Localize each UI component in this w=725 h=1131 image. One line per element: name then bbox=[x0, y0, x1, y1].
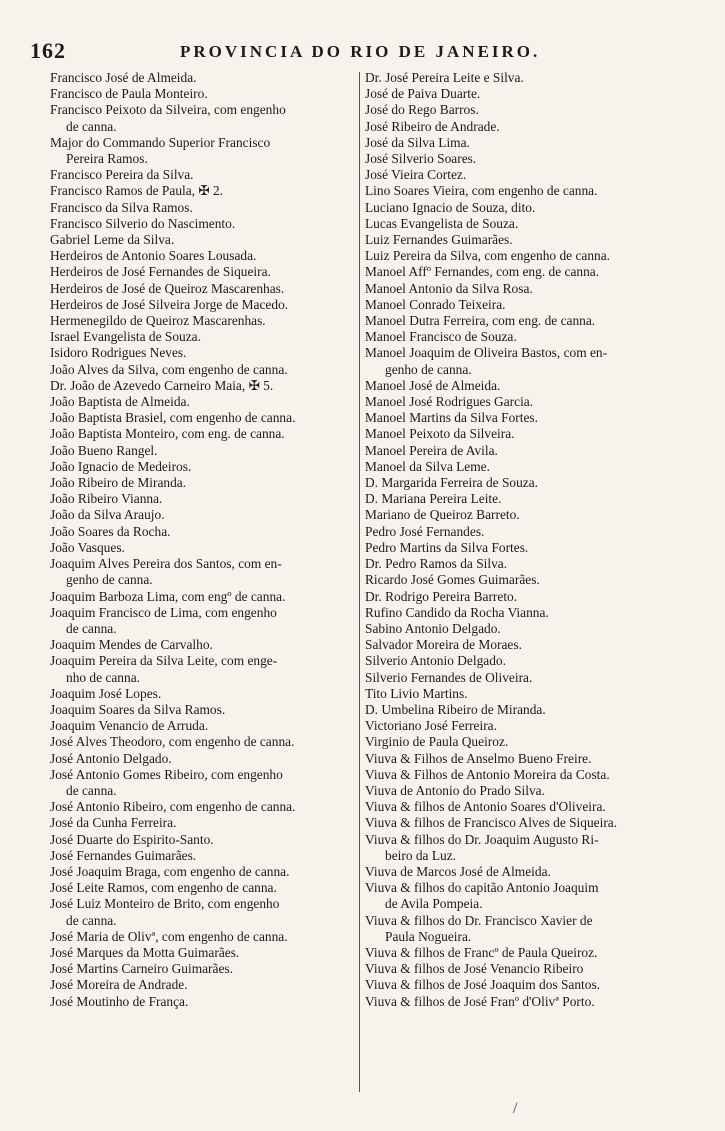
directory-entry bbox=[50, 313, 358, 329]
entry-continuation: genho de canna. bbox=[66, 572, 153, 588]
entry-text: José Antonio Delgado. bbox=[50, 750, 172, 766]
entry-text: Luiz Fernandes Guimarães. bbox=[365, 232, 513, 248]
directory-entry bbox=[362, 281, 672, 297]
directory-entry bbox=[50, 767, 358, 799]
directory-entry bbox=[50, 686, 358, 702]
directory-entry bbox=[50, 86, 358, 102]
entry-text: José Ribeiro de Andrade. bbox=[365, 118, 500, 134]
entry-text: José Alves Theodoro, com engenho de canna. bbox=[50, 734, 295, 750]
entry-text: Manoel Affº Fernandes, com eng. de canna. bbox=[365, 264, 600, 280]
entry-text: Viuva & filhos de Francisco Alves de Siqueira. bbox=[365, 815, 618, 831]
page-number: 162 bbox=[30, 38, 66, 63]
directory-entry bbox=[50, 329, 358, 345]
directory-entry bbox=[50, 459, 358, 475]
directory-entry bbox=[362, 151, 672, 167]
entry-text: Mariano de Queiroz Barreto. bbox=[365, 507, 520, 523]
directory-entry bbox=[362, 232, 672, 248]
directory-entry bbox=[362, 977, 672, 993]
directory-entry bbox=[362, 443, 672, 459]
entry-text: Viuva de Marcos José de Almeida. bbox=[365, 863, 551, 879]
entry-text: Sabino Antonio Delgado. bbox=[365, 620, 501, 636]
entry-text: João da Silva Araujo. bbox=[50, 507, 165, 523]
entry-text: João Ignacio de Medeiros. bbox=[50, 458, 192, 474]
directory-entry bbox=[362, 734, 672, 750]
entry-continuation: de canna. bbox=[66, 118, 117, 134]
entry-text: José da Silva Lima. bbox=[365, 134, 470, 150]
directory-entry bbox=[362, 605, 672, 621]
entry-text: João Ribeiro de Miranda. bbox=[50, 475, 187, 491]
directory-entry bbox=[362, 718, 672, 734]
directory-entry bbox=[362, 102, 672, 118]
directory-entry bbox=[50, 751, 358, 767]
directory-entry bbox=[362, 880, 672, 912]
entry-text: José Moutinho de França. bbox=[50, 993, 189, 1009]
entry-text: Dr. João de Azevedo Carneiro Maia, ✠ 5. bbox=[50, 377, 274, 393]
entry-continuation: genho de canna. bbox=[385, 361, 472, 377]
stray-ink-mark: / bbox=[513, 1100, 518, 1117]
entry-text: Viuva & filhos do capitão Antonio Joaquim bbox=[365, 880, 599, 896]
directory-entry bbox=[362, 410, 672, 426]
entry-text: Israel Evangelista de Souza. bbox=[50, 329, 201, 345]
entry-text: Viuva & filhos de Antonio Soares d'Oliveira. bbox=[365, 799, 606, 815]
entry-text: Viuva & filhos de José Franº d'Olivª Porto. bbox=[365, 993, 595, 1009]
directory-entry bbox=[50, 702, 358, 718]
entry-text: Dr. José Pereira Leite e Silva. bbox=[365, 70, 524, 85]
entry-text: Hermenegildo de Queiroz Mascarenhas. bbox=[50, 313, 266, 329]
entry-text: Pedro José Fernandes. bbox=[365, 523, 485, 539]
directory-entry bbox=[50, 848, 358, 864]
directory-entry bbox=[50, 443, 358, 459]
entry-text: Francisco da Silva Ramos. bbox=[50, 199, 193, 215]
entry-text: Joaquim Pereira da Silva Leite, com enge- bbox=[50, 653, 278, 669]
directory-entry bbox=[50, 475, 358, 491]
directory-entry bbox=[50, 605, 358, 637]
directory-entry bbox=[50, 426, 358, 442]
directory-entry bbox=[50, 232, 358, 248]
entry-text: Silverio Fernandes de Oliveira. bbox=[365, 669, 533, 685]
directory-entry bbox=[362, 297, 672, 313]
directory-entry bbox=[50, 297, 358, 313]
entry-continuation: Paula Nogueira. bbox=[385, 928, 472, 944]
entry-text: Viuva & filhos do Dr. Joaquim Augusto Ri- bbox=[365, 831, 599, 847]
directory-entry bbox=[50, 961, 358, 977]
directory-entry bbox=[50, 929, 358, 945]
directory-entry bbox=[50, 540, 358, 556]
entry-text: Herdeiros de Antonio Soares Lousada. bbox=[50, 248, 257, 264]
entry-text: Major do Commando Superior Francisco bbox=[50, 134, 271, 150]
directory-entry bbox=[50, 653, 358, 685]
entry-text: Viuva & filhos de José Joaquim dos Santos. bbox=[365, 977, 601, 993]
entry-text: Joaquim Alves Pereira dos Santos, com en- bbox=[50, 556, 282, 572]
directory-entry bbox=[362, 540, 672, 556]
directory-entry bbox=[50, 864, 358, 880]
directory-entry bbox=[362, 621, 672, 637]
entry-text: Manoel Conrado Teixeira. bbox=[365, 296, 506, 312]
directory-entry bbox=[362, 70, 672, 86]
entry-continuation: de Avila Pompeia. bbox=[385, 896, 483, 912]
entry-text: Manoel Joaquim de Oliveira Bastos, com en- bbox=[365, 345, 608, 361]
directory-entry bbox=[50, 183, 358, 199]
directory-entry bbox=[362, 751, 672, 767]
directory-entry bbox=[50, 637, 358, 653]
entry-text: Francisco Silverio do Nascimento. bbox=[50, 215, 236, 231]
entry-text: Lino Soares Vieira, com engenho de canna. bbox=[365, 183, 598, 199]
directory-entry bbox=[50, 507, 358, 523]
entry-text: D. Margarida Ferreira de Souza. bbox=[365, 475, 539, 491]
running-title: PROVINCIA DO RIO DE JANEIRO. bbox=[180, 42, 541, 61]
entry-text: João Baptista Brasiel, com engenho de canna. bbox=[50, 410, 296, 426]
entry-text: Dr. Pedro Ramos da Silva. bbox=[365, 556, 508, 572]
entry-text: Viuva & filhos do Dr. Francisco Xavier de bbox=[365, 912, 593, 928]
directory-entry bbox=[362, 945, 672, 961]
entry-text: D. Mariana Pereira Leite. bbox=[365, 491, 502, 507]
directory-entry bbox=[50, 880, 358, 896]
directory-entry bbox=[362, 345, 672, 377]
entry-text: João Baptista de Almeida. bbox=[50, 394, 190, 410]
entry-text: José Luiz Monteiro de Brito, com engenho bbox=[50, 896, 280, 912]
entry-text: D. Umbelina Ribeiro de Miranda. bbox=[365, 701, 546, 717]
directory-entry bbox=[50, 832, 358, 848]
entry-text: Herdeiros de José Fernandes de Siqueira. bbox=[50, 264, 271, 280]
entry-text: José Leite Ramos, com engenho de canna. bbox=[50, 880, 277, 896]
entry-continuation: Pereira Ramos. bbox=[66, 151, 148, 167]
entry-text: Manoel Pereira de Avila. bbox=[365, 442, 498, 458]
directory-entry bbox=[362, 313, 672, 329]
entry-continuation: de canna. bbox=[66, 620, 117, 636]
directory-entry bbox=[50, 362, 358, 378]
directory-entry bbox=[362, 426, 672, 442]
entry-continuation: beiro da Luz. bbox=[385, 847, 457, 863]
directory-entry bbox=[50, 815, 358, 831]
entry-text: Joaquim Soares da Silva Ramos. bbox=[50, 701, 226, 717]
entry-continuation: nho de canna. bbox=[66, 669, 140, 685]
entry-text: Gabriel Leme da Silva. bbox=[50, 232, 175, 248]
entry-text: José da Cunha Ferreira. bbox=[50, 815, 177, 831]
directory-entry bbox=[50, 945, 358, 961]
directory-entry bbox=[362, 264, 672, 280]
entry-text: Francisco José de Almeida. bbox=[50, 70, 197, 85]
directory-entry bbox=[362, 167, 672, 183]
entry-text: Tito Livio Martins. bbox=[365, 685, 468, 701]
entry-text: Manoel da Silva Leme. bbox=[365, 458, 490, 474]
directory-entry bbox=[362, 524, 672, 540]
entry-text: José Moreira de Andrade. bbox=[50, 977, 188, 993]
directory-entry bbox=[362, 994, 672, 1010]
entry-text: Joaquim Venancio de Arruda. bbox=[50, 718, 209, 734]
entry-text: Manoel Dutra Ferreira, com eng. de canna. bbox=[365, 313, 596, 329]
directory-entry bbox=[50, 994, 358, 1010]
entry-text: Ricardo José Gomes Guimarães. bbox=[365, 572, 540, 588]
entry-text: Joaquim Barboza Lima, com engº de canna. bbox=[50, 588, 286, 604]
directory-entry bbox=[50, 167, 358, 183]
directory-entry bbox=[362, 459, 672, 475]
directory-entry bbox=[50, 896, 358, 928]
entry-text: José Fernandes Guimarães. bbox=[50, 847, 197, 863]
entry-text: Manoel Francisco de Souza. bbox=[365, 329, 517, 345]
directory-entry bbox=[362, 686, 672, 702]
directory-entry bbox=[362, 394, 672, 410]
directory-entry bbox=[50, 345, 358, 361]
directory-entry bbox=[50, 799, 358, 815]
entry-text: Salvador Moreira de Moraes. bbox=[365, 637, 522, 653]
entry-continuation: de canna. bbox=[66, 782, 117, 798]
entry-text: Manoel José Rodrigues Garcia. bbox=[365, 394, 534, 410]
entry-text: João Bueno Rangel. bbox=[50, 442, 158, 458]
entry-text: José Joaquim Braga, com engenho de canna. bbox=[50, 863, 290, 879]
entry-text: Victoriano José Ferreira. bbox=[365, 718, 497, 734]
entry-text: João Alves da Silva, com engenho de canna. bbox=[50, 361, 288, 377]
entry-text: Herdeiros de José de Queiroz Mascarenhas. bbox=[50, 280, 285, 296]
entry-text: Manoel Martins da Silva Fortes. bbox=[365, 410, 538, 426]
entry-text: Francisco Pereira da Silva. bbox=[50, 167, 194, 183]
directory-entry bbox=[50, 378, 358, 394]
directory-entry bbox=[50, 281, 358, 297]
entry-text: Francisco de Paula Monteiro. bbox=[50, 86, 208, 102]
entry-text: José Marques da Motta Guimarães. bbox=[50, 944, 240, 960]
directory-entry bbox=[362, 783, 672, 799]
entry-text: Viuva de Antonio do Prado Silva. bbox=[365, 782, 545, 798]
entry-text: José Antonio Ribeiro, com engenho de canna. bbox=[50, 799, 296, 815]
entry-text: Viuva & Filhos de Anselmo Bueno Freire. bbox=[365, 750, 592, 766]
directory-entry bbox=[50, 734, 358, 750]
entry-text: Francisco Peixoto da Silveira, com engenho bbox=[50, 102, 286, 118]
directory-entry bbox=[362, 248, 672, 264]
directory-entry bbox=[50, 410, 358, 426]
directory-entry bbox=[362, 135, 672, 151]
entry-text: João Vasques. bbox=[50, 539, 125, 555]
entry-text: José Martins Carneiro Guimarães. bbox=[50, 961, 233, 977]
directory-entry bbox=[362, 832, 672, 864]
directory-entry bbox=[362, 507, 672, 523]
entry-text: José Maria de Olivª, com engenho de canna. bbox=[50, 928, 288, 944]
entry-continuation: de canna. bbox=[66, 912, 117, 928]
entry-text: José Silverio Soares. bbox=[365, 151, 477, 167]
directory-entry bbox=[362, 913, 672, 945]
page-header bbox=[28, 38, 688, 68]
column-divider bbox=[359, 72, 360, 1092]
entry-text: Francisco Ramos de Paula, ✠ 2. bbox=[50, 183, 223, 199]
entry-text: Dr. Rodrigo Pereira Barreto. bbox=[365, 588, 518, 604]
directory-entry bbox=[362, 799, 672, 815]
entry-text: Viuva & filhos de José Venancio Ribeiro bbox=[365, 961, 584, 977]
entry-text: Rufino Candido da Rocha Vianna. bbox=[365, 604, 549, 620]
entry-text: Isidoro Rodrigues Neves. bbox=[50, 345, 187, 361]
entry-text: José Vieira Cortez. bbox=[365, 167, 467, 183]
entry-text: Lucas Evangelista de Souza. bbox=[365, 215, 519, 231]
entry-text: Joaquim Francisco de Lima, com engenho bbox=[50, 604, 277, 620]
directory-entry bbox=[50, 264, 358, 280]
directory-entry bbox=[50, 248, 358, 264]
directory-entry bbox=[50, 589, 358, 605]
directory-entry bbox=[362, 961, 672, 977]
directory-entry bbox=[50, 977, 358, 993]
entry-text: José do Rego Barros. bbox=[365, 102, 479, 118]
entry-text: Manoel Antonio da Silva Rosa. bbox=[365, 280, 533, 296]
directory-entry bbox=[362, 589, 672, 605]
directory-entry bbox=[50, 200, 358, 216]
entry-text: Pedro Martins da Silva Fortes. bbox=[365, 539, 529, 555]
entry-text: José Duarte do Espirito-Santo. bbox=[50, 831, 214, 847]
entry-text: Viuva & Filhos de Antonio Moreira da Costa. bbox=[365, 766, 610, 782]
directory-entry bbox=[362, 702, 672, 718]
entry-text: Herdeiros de José Silveira Jorge de Macedo. bbox=[50, 296, 289, 312]
directory-entry bbox=[50, 135, 358, 167]
directory-entry bbox=[50, 491, 358, 507]
entry-text: Virginio de Paula Queiroz. bbox=[365, 734, 509, 750]
entry-text: Manoel José de Almeida. bbox=[365, 377, 501, 393]
entry-text: João Baptista Monteiro, com eng. de canna. bbox=[50, 426, 285, 442]
directory-entry bbox=[362, 572, 672, 588]
directory-entry bbox=[50, 718, 358, 734]
entry-text: José de Paiva Duarte. bbox=[365, 86, 481, 102]
directory-entry bbox=[362, 378, 672, 394]
left-column bbox=[50, 70, 358, 1010]
directory-entry bbox=[50, 216, 358, 232]
directory-entry bbox=[362, 556, 672, 572]
directory-entry bbox=[362, 815, 672, 831]
entry-text: João Soares da Rocha. bbox=[50, 523, 171, 539]
directory-entry bbox=[362, 637, 672, 653]
directory-entry bbox=[362, 653, 672, 669]
entry-text: Viuva & filhos de Francº de Paula Queiroz. bbox=[365, 944, 598, 960]
directory-entry bbox=[362, 86, 672, 102]
directory-entry bbox=[50, 102, 358, 134]
entry-text: Manoel Peixoto da Silveira. bbox=[365, 426, 515, 442]
directory-entry bbox=[362, 200, 672, 216]
directory-entry bbox=[362, 864, 672, 880]
entry-text: Luiz Pereira da Silva, com engenho de canna. bbox=[365, 248, 611, 264]
right-column bbox=[362, 70, 672, 1010]
directory-entry bbox=[362, 183, 672, 199]
directory-entry bbox=[362, 216, 672, 232]
directory-entry bbox=[362, 329, 672, 345]
directory-entry bbox=[50, 394, 358, 410]
entry-text: João Ribeiro Vianna. bbox=[50, 491, 163, 507]
directory-entry bbox=[362, 475, 672, 491]
entry-text: Joaquim Mendes de Carvalho. bbox=[50, 637, 213, 653]
entry-text: Silverio Antonio Delgado. bbox=[365, 653, 506, 669]
directory-entry bbox=[50, 556, 358, 588]
directory-entry bbox=[50, 524, 358, 540]
entry-text: Luciano Ignacio de Souza, dito. bbox=[365, 199, 536, 215]
directory-entry bbox=[362, 670, 672, 686]
entry-text: José Antonio Gomes Ribeiro, com engenho bbox=[50, 766, 283, 782]
directory-entry bbox=[362, 491, 672, 507]
directory-entry bbox=[362, 767, 672, 783]
directory-entry bbox=[50, 70, 358, 86]
directory-entry bbox=[362, 119, 672, 135]
entry-text: Joaquim José Lopes. bbox=[50, 685, 162, 701]
